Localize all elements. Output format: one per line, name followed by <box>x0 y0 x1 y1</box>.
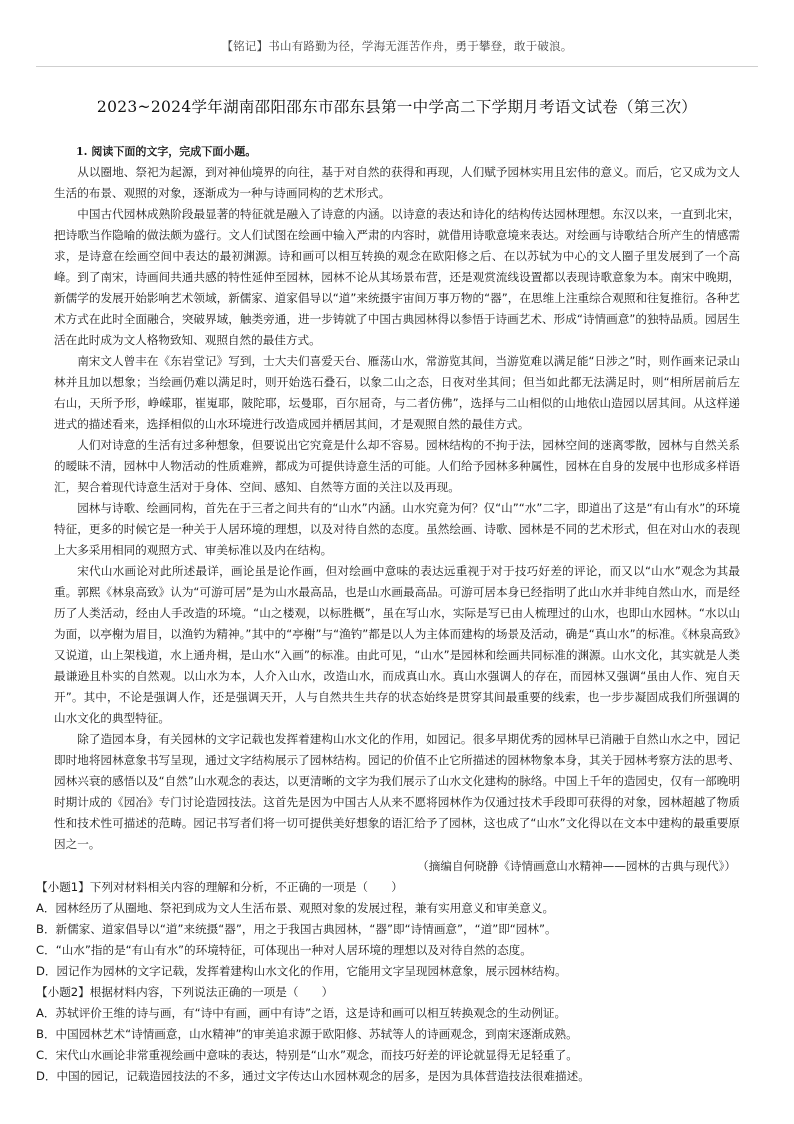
subquestion-1-option-c: C．“山水”指的是“有山有水”的环境特征，可体现出一种对人居环境的理想以及对待自然的态度。 <box>36 943 532 957</box>
subquestion-2-option-d: D．中国的园记，记载造园技法的不多，通过文字传达山水园林观念的居多，是因为具体营造技法很难描述。 <box>36 1069 590 1083</box>
passage-paragraph: 南宋文人曾丰在《东岩堂记》写到，士大夫们喜爱天台、雁荡山水，常游览其间，当游览难以满足能“日涉之”时，则作画来记录山林并且加以想象；当绘画仍难以满足时，则开始选石叠石，以象二山之态，日夜对坐其间；但当如此都无法满足时，则“相所居前后左右山，天所予形，峥嵘耶，崔嵬耶，陂陀耶，坛曼耶，百尔屈奇，与二者仿佛”，选择与二山相似的山地依山造园以居其间。从这样递进式的描述看来，选择相似的山水环境进行改造成园并栖居其间，才是观照自然的最佳方式。 <box>54 354 740 431</box>
passage-paragraph: 除了造园本身，有关园林的文字记载也发挥着建构山水文化的作用，如园记。很多早期优秀的园林早已消融于自然山水之中，园记即时地将园林意象书写呈现，通过文字结构展示了园林结构。园记的价值不止它所描述的园林物象本身，其关于园林考察方法的思考、园林兴衰的感悟以及“自然”山水观念的表达，以更清晰的文字为我们展示了山水文化建构的脉络。中国上千年的造园史，仅有一部晚明时期计成的《园冶》专门讨论造园技法。这首先是因为中国古人从来不愿将园林作为仅通过技术手段即可获得的对象，园林超越了物质性和技术性可描述的范畴。园记书写者们将一切可提供美好想象的语汇给予了园林，这也成了“山水”文化得以在文本中建构的最重要原因之一。 <box>54 732 740 851</box>
subquestion-1-option-d: D．园记作为园林的文字记载，发挥着建构山水文化的作用，它能用文字呈现园林意象，展示园林结构。 <box>36 964 567 978</box>
passage-paragraph: 人们对诗意的生活有过多种想象，但要说出它究竟是什么却不容易。园林结构的不拘于法，园林空间的迷离零散，园林与自然关系的暧昧不清，园林中人物活动的性质难辨，都成为可提供诗意生活的可能。人们给予园林多种属性，园林在自身的发展中也形成多样语汇，契合着现代诗意生活对于身体、空间、感知、自然等方面的关注以及再现。 <box>54 438 740 494</box>
subquestion-2-option-b: B．中国园林艺术“诗情画意，山水精神”的审美追求源于欧阳修、苏轼等人的诗画观念，到南宋逐渐成熟。 <box>36 1027 578 1041</box>
question-body <box>36 141 740 1087</box>
passage-paragraph: 从以圈地、祭祀为起源，到对神仙境界的向往，基于对自然的获得和再现，人们赋予园林实用且宏伟的意义。而后，它又成为文人生活的布景、观照的对象，逐渐成为一种与诗画同构的艺术形式。 <box>54 165 740 200</box>
passage-paragraph: 中国古代园林成熟阶段最显著的特征就是融入了诗意的内涵。以诗意的表达和诗化的结构传达园林理想。东汉以来，一直到北宋，把诗歌当作隐喻的做法颇为盛行。文人们试图在绘画中输入严肃的内容时，就借用诗歌意境来表达。对绘画与诗歌结合所产生的情感需求，是诗意在绘画空间中表达的最初渊源。诗和画可以相互转换的观念在欧阳修之后、在以苏轼为中心的文人圈子里发展到了一个高峰。到了南宋，诗画间共通共感的特性延伸至园林，园林不论从其场景布营，还是观赏流线设置都以表现诗歌意象为本。南宋中晚期，新儒学的发展开始影响艺术领域，新儒家、道家倡导以“道”来统摄宇宙间万事万物的“器”，在思维上注重综合观照和往复推衍。各种艺术方式在此时全面融合，突破界域，触类旁通，进一步铸就了中国古典园林得以参悟于诗画艺术、形成“诗情画意”的独特品质。园居生活在此时成为文人格物致知、观照自然的最佳方式。 <box>54 207 740 347</box>
passage-source: （摘编自何晓静《诗情画意山水精神——园林的古典与现代》） <box>417 859 736 873</box>
passage-paragraph: 宋代山水画论对此所述最详，画论虽是论作画，但对绘画中意味的表达远重视于对于技巧好差的评论，而又以“山水”观念为其最重。郭熙《林泉高致》认为“可游可居”是为山水最高品，也是山水画最高品。可游可居本身已经指明了此山水并非纯自然山水，而是经历了人类活动，经由人手改造的环境。“山之楼观，以标胜概”，虽在写山水，实际是写已由人梳理过的山水，也即山水园林。“水以山为面，以亭榭为眉目，以渔钓为精神。”其中的“亭榭”与“渔钓”都是以人为主体而建构的场景及活动，确是“真山水”的标准。《林泉高致》又说道，山上架栈道，水上通舟楫，是山水“入画”的标准。由此可见，“山水”是园林和绘画共同标准的渊源。山水文化，其实就是人类最谦逊且朴实的自然观。以山水为本，人介入山水，改造山水，而成真山水。真山水强调人的存在，而园林又强调“虽由人作、宛自天开”。其中，不论是强调人作，还是强调天开，人与自然共生共存的状态始终是贯穿其间最重要的线索，也一步步凝固成我们所强调的山水文化的典型特征。 <box>54 564 740 725</box>
subquestion-1-option-b: B．新儒家、道家倡导以“道”来统摄“器”，用之于我国古典园林，“器”即“诗情画意”，“道”即“园林”。 <box>36 922 557 936</box>
header-motto: 【铭记】书山有路勤为径，学海无涯苦作舟，勇于攀登，敢于破浪。 <box>221 39 573 53</box>
subquestion-2-option-c: C．宋代山水画论非常重视绘画中意味的表达，特别是“山水”观念，而技巧好差的评论就显得无足轻重了。 <box>36 1048 578 1062</box>
question-heading: 1. 阅读下面的文字，完成下面小题。 <box>76 145 257 158</box>
subquestion-1-stem: 【小题1】下列对材料相关内容的理解和分析，不正确的一项是（ ） <box>36 880 403 894</box>
passage-paragraph: 园林与诗歌、绘画同构，首先在于三者之间共有的“山水”内涵。山水究竟为何？仅“山”“水”二字，即道出了这是“有山有水”的环境特征，更多的时候它是一种关于人居环境的理想，以及对待自然的态度。虽然绘画、诗歌、园林是不同的艺术形式，但在对山水的表现上大多采用相同的观照方式、审美标准以及内在结构。 <box>54 501 740 557</box>
subquestion-2-option-a: A．苏轼评价王维的诗与画，有“诗中有画，画中有诗”之语，这是诗和画可以相互转换观念的生动例证。 <box>36 1006 567 1020</box>
page-title: 2023~2024学年湖南邵阳邵东市邵东县第一中学高二下学期月考语文试卷（第三次） <box>96 98 698 116</box>
subquestion-1-option-a: A．园林经历了从圈地、祭祀到成为文人生活布景、观照对象的发展过程，兼有实用意义和审美意义。 <box>36 901 555 915</box>
header-divider <box>36 66 758 67</box>
subquestion-2-stem: 【小题2】根据材料内容，下列说法正确的一项是（ ） <box>36 985 334 999</box>
